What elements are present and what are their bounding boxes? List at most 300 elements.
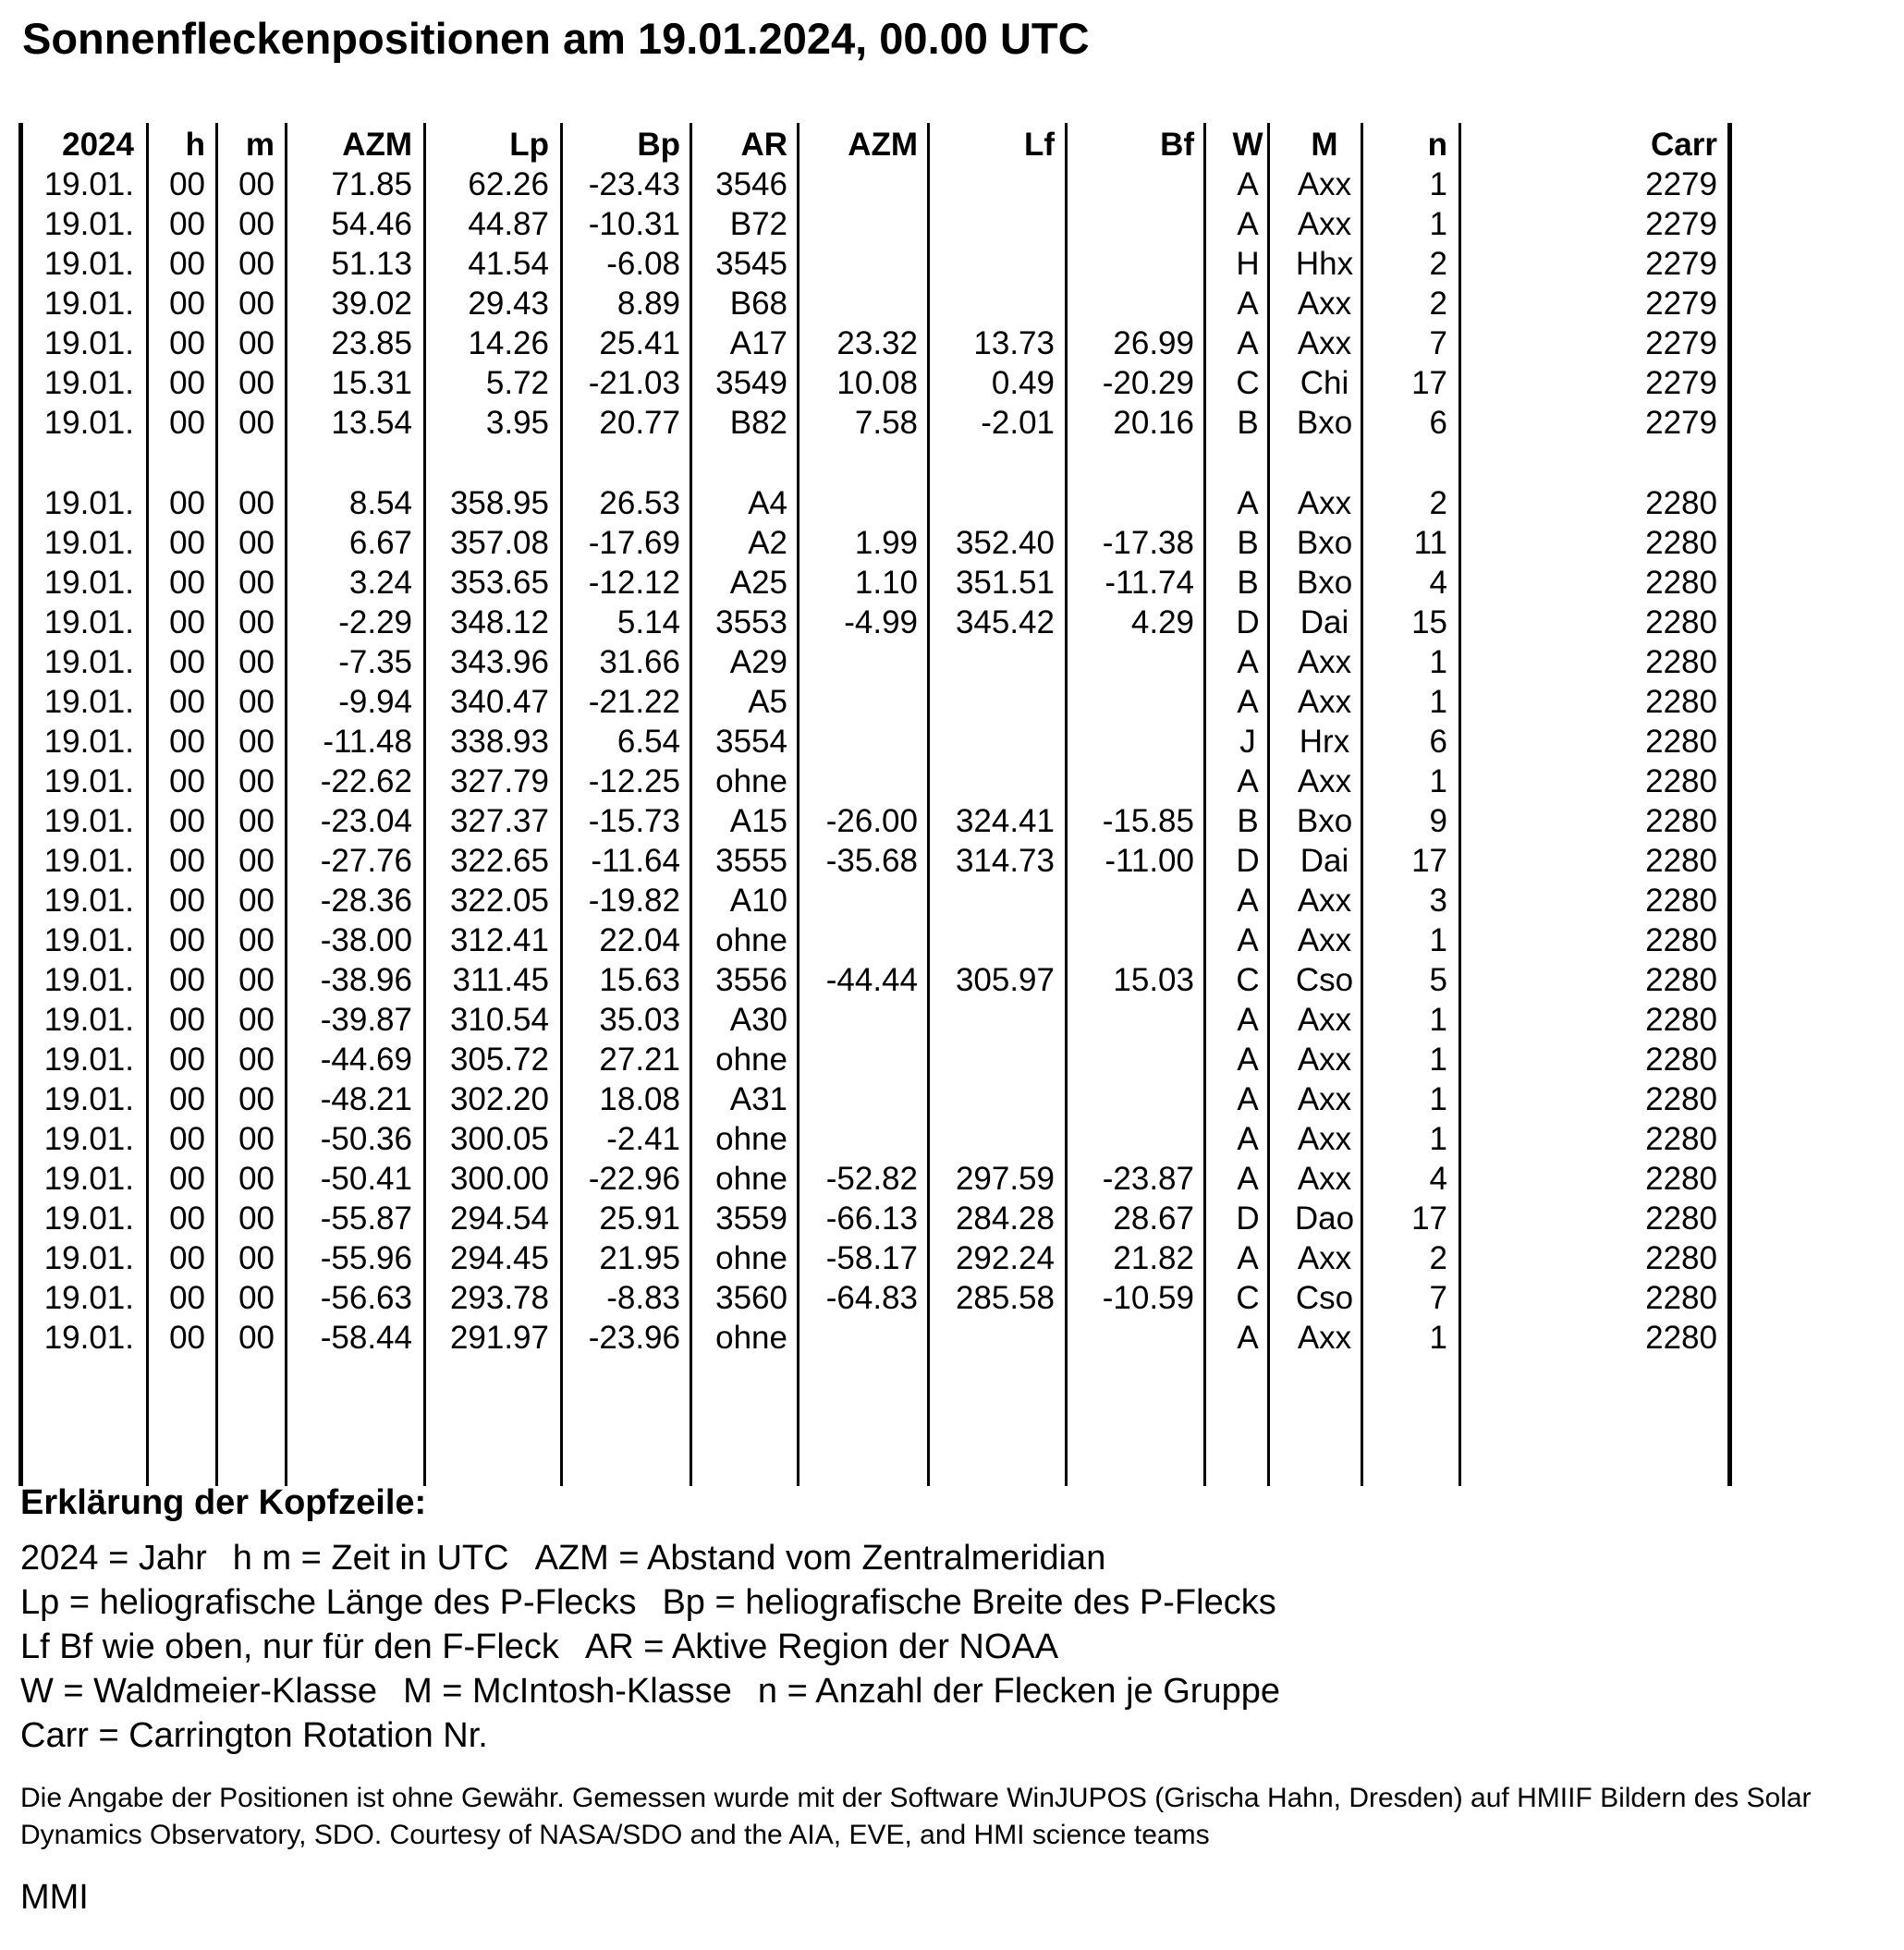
cell-date: 19.01. <box>43 1161 134 1197</box>
cell-azm-p: -11.48 <box>323 724 412 760</box>
cell-n: 7 <box>1429 1280 1447 1316</box>
cell-m: Axx <box>1297 644 1352 680</box>
cell-n: 1 <box>1429 922 1447 958</box>
cell-lf: 285.58 <box>955 1280 1055 1316</box>
table-row <box>0 284 1904 323</box>
cell-ar: A30 <box>729 1002 787 1038</box>
cell-m: Axx <box>1297 922 1352 958</box>
cell-bp: 22.04 <box>599 922 680 958</box>
cell-lp: 343.96 <box>449 644 549 680</box>
cell-minute: 00 <box>238 325 275 361</box>
cell-ar: 3559 <box>715 1200 787 1237</box>
cell-minute: 00 <box>238 644 275 680</box>
legend-line <box>20 1536 1878 1580</box>
header-azm-f: AZM <box>848 127 918 163</box>
cell-hour: 00 <box>169 1081 205 1117</box>
cell-bf: -15.85 <box>1102 803 1194 839</box>
cell-minute: 00 <box>238 684 275 720</box>
legend-line <box>20 1713 1878 1758</box>
cell-ar: A15 <box>729 803 787 839</box>
cell-hour: 00 <box>169 286 205 322</box>
cell-bf: 15.03 <box>1113 962 1194 998</box>
cell-minute: 00 <box>238 565 275 601</box>
cell-bp: 8.89 <box>616 286 680 322</box>
cell-carr: 2280 <box>1645 604 1717 640</box>
cell-bp: 31.66 <box>599 644 680 680</box>
cell-w: D <box>1236 843 1260 879</box>
table-row <box>0 920 1904 960</box>
cell-w: B <box>1237 803 1259 839</box>
cell-ar: 3555 <box>715 843 787 879</box>
cell-hour: 00 <box>169 166 205 202</box>
table-row <box>0 960 1904 1000</box>
cell-m: Cso <box>1295 1280 1354 1316</box>
cell-ar: A10 <box>729 883 787 919</box>
cell-date: 19.01. <box>43 166 134 202</box>
cell-w: A <box>1237 1320 1259 1356</box>
cell-azm-f: -58.17 <box>825 1240 918 1276</box>
cell-m: Axx <box>1297 763 1352 799</box>
cell-lp: 312.41 <box>449 922 549 958</box>
cell-ar: 3554 <box>715 724 787 760</box>
cell-lp: 3.95 <box>485 405 549 441</box>
cell-n: 1 <box>1429 206 1447 242</box>
cell-n: 1 <box>1429 1002 1447 1038</box>
cell-azm-p: -58.44 <box>320 1320 412 1356</box>
cell-lf: -2.01 <box>981 405 1055 441</box>
table-row <box>0 881 1904 920</box>
cell-azm-f: -26.00 <box>825 803 918 839</box>
cell-lf: 305.97 <box>955 962 1055 998</box>
cell-hour: 00 <box>169 1042 205 1078</box>
cell-carr: 2280 <box>1645 525 1717 561</box>
cell-minute: 00 <box>238 365 275 401</box>
cell-hour: 00 <box>169 1121 205 1157</box>
cell-date: 19.01. <box>43 922 134 958</box>
cell-bf: 28.67 <box>1113 1200 1194 1237</box>
cell-azm-f: -35.68 <box>825 843 918 879</box>
cell-minute: 00 <box>238 166 275 202</box>
cell-date: 19.01. <box>43 684 134 720</box>
cell-w: C <box>1236 962 1260 998</box>
cell-ar: A4 <box>748 485 787 521</box>
cell-ar: 3560 <box>715 1280 787 1316</box>
cell-minute: 00 <box>238 1280 275 1316</box>
legend-item: 2024 = Jahr <box>20 1539 207 1578</box>
cell-azm-p: -9.94 <box>338 684 412 720</box>
cell-ar: B68 <box>729 286 787 322</box>
legend-item: h m = Zeit in UTC <box>232 1539 509 1578</box>
cell-bp: 5.14 <box>616 604 680 640</box>
cell-minute: 00 <box>238 1002 275 1038</box>
header-lp: Lp <box>509 127 549 163</box>
header-minute: m <box>245 127 275 163</box>
header-lf: Lf <box>1023 127 1055 163</box>
cell-bp: 35.03 <box>599 1002 680 1038</box>
legend-item: Bp = heliografische Breite des P-Flecks <box>662 1583 1276 1622</box>
cell-carr: 2279 <box>1645 246 1717 282</box>
cell-azm-p: -44.69 <box>320 1042 412 1078</box>
cell-azm-p: 6.67 <box>348 525 412 561</box>
legend-lines <box>20 1536 1878 1758</box>
cell-lp: 322.05 <box>449 883 549 919</box>
header-m: M <box>1311 127 1338 163</box>
cell-date: 19.01. <box>43 843 134 879</box>
table-row <box>0 244 1904 284</box>
table-row <box>0 363 1904 403</box>
cell-w: A <box>1237 1002 1259 1038</box>
cell-lp: 310.54 <box>449 1002 549 1038</box>
cell-azm-f: 10.08 <box>836 365 918 401</box>
cell-hour: 00 <box>169 246 205 282</box>
legend-item: AZM = Abstand vom Zentralmeridian <box>534 1539 1106 1578</box>
legend <box>20 1483 1878 1918</box>
cell-bp: -15.73 <box>588 803 680 839</box>
cell-m: Bxo <box>1296 405 1353 441</box>
cell-w: A <box>1237 1161 1259 1197</box>
cell-azm-p: -27.76 <box>320 843 412 879</box>
cell-carr: 2280 <box>1645 644 1717 680</box>
legend-item: W = Waldmeier-Klasse <box>20 1672 378 1711</box>
cell-n: 1 <box>1429 1320 1447 1356</box>
cell-hour: 00 <box>169 1200 205 1237</box>
cell-date: 19.01. <box>43 246 134 282</box>
cell-m: Axx <box>1297 1240 1352 1276</box>
cell-lp: 311.45 <box>452 962 549 998</box>
cell-m: Axx <box>1297 1121 1352 1157</box>
cell-n: 1 <box>1429 684 1447 720</box>
cell-m: Axx <box>1297 166 1352 202</box>
cell-bp: 27.21 <box>599 1042 680 1078</box>
cell-date: 19.01. <box>43 1081 134 1117</box>
cell-azm-f: -66.13 <box>825 1200 918 1237</box>
cell-carr: 2279 <box>1645 166 1717 202</box>
cell-n: 17 <box>1411 365 1447 401</box>
header-hour: h <box>185 127 205 163</box>
cell-date: 19.01. <box>43 724 134 760</box>
cell-azm-f: 1.10 <box>854 565 918 601</box>
cell-minute: 00 <box>238 286 275 322</box>
cell-azm-p: -28.36 <box>320 883 412 919</box>
cell-minute: 00 <box>238 1240 275 1276</box>
cell-lp: 305.72 <box>449 1042 549 1078</box>
cell-bp: 25.41 <box>599 325 680 361</box>
table-row <box>0 801 1904 841</box>
cell-lp: 357.08 <box>449 525 549 561</box>
legend-item: M = McIntosh-Klasse <box>403 1672 732 1711</box>
cell-carr: 2280 <box>1645 485 1717 521</box>
cell-w: A <box>1237 1081 1259 1117</box>
legend-line <box>20 1580 1878 1625</box>
cell-hour: 00 <box>169 365 205 401</box>
cell-carr: 2280 <box>1645 724 1717 760</box>
legend-item: Carr = Carrington Rotation Nr. <box>20 1716 488 1755</box>
cell-n: 1 <box>1429 166 1447 202</box>
cell-ar: B72 <box>729 206 787 242</box>
cell-bf: -11.00 <box>1105 843 1194 879</box>
cell-hour: 00 <box>169 724 205 760</box>
cell-hour: 00 <box>169 604 205 640</box>
cell-lf: 352.40 <box>955 525 1055 561</box>
cell-azm-p: 23.85 <box>331 325 412 361</box>
cell-n: 1 <box>1429 1121 1447 1157</box>
cell-azm-p: 3.24 <box>348 565 412 601</box>
table-row <box>0 1278 1904 1318</box>
cell-bp: -12.12 <box>588 565 680 601</box>
cell-n: 1 <box>1429 1081 1447 1117</box>
cell-date: 19.01. <box>43 1320 134 1356</box>
cell-bp: -21.03 <box>588 365 680 401</box>
cell-n: 2 <box>1429 246 1447 282</box>
cell-minute: 00 <box>238 1200 275 1237</box>
cell-bp: -19.82 <box>588 883 680 919</box>
cell-hour: 00 <box>169 803 205 839</box>
cell-date: 19.01. <box>43 1121 134 1157</box>
cell-carr: 2280 <box>1645 1081 1717 1117</box>
cell-carr: 2279 <box>1645 286 1717 322</box>
cell-lp: 322.65 <box>449 843 549 879</box>
cell-m: Bxo <box>1296 525 1353 561</box>
cell-w: A <box>1237 883 1259 919</box>
cell-minute: 00 <box>238 1320 275 1356</box>
cell-hour: 00 <box>169 843 205 879</box>
cell-m: Axx <box>1297 1320 1352 1356</box>
cell-bp: -22.96 <box>588 1161 680 1197</box>
cell-lp: 294.45 <box>449 1240 549 1276</box>
table-row <box>0 1079 1904 1119</box>
table-row <box>0 1119 1904 1159</box>
cell-lp: 327.79 <box>449 763 549 799</box>
cell-ar: 3546 <box>715 166 787 202</box>
cell-lf: 292.24 <box>955 1240 1055 1276</box>
table-row <box>0 722 1904 762</box>
cell-m: Bxo <box>1296 565 1353 601</box>
cell-azm-f: -52.82 <box>825 1161 918 1197</box>
cell-w: C <box>1236 1280 1260 1316</box>
cell-carr: 2280 <box>1645 1280 1717 1316</box>
cell-azm-p: -7.35 <box>338 644 412 680</box>
cell-hour: 00 <box>169 644 205 680</box>
cell-m: Axx <box>1297 485 1352 521</box>
table-row <box>0 682 1904 722</box>
cell-n: 3 <box>1429 883 1447 919</box>
cell-bp: 20.77 <box>599 405 680 441</box>
cell-hour: 00 <box>169 1240 205 1276</box>
table-row <box>0 165 1904 204</box>
cell-w: D <box>1236 604 1260 640</box>
disclaimer: Die Angabe der Positionen ist ohne Gewähr. Gemessen wurde mit der Software WinJUPOS (Grischa Hahn, Dresden) auf HMIIF Bildern des Solar Dynamics Observatory, SDO. Courtesy of NASA/SDO and the AIA, EVE, and HMI science teams <box>20 1783 1812 1850</box>
cell-carr: 2279 <box>1645 365 1717 401</box>
cell-lp: 300.05 <box>449 1121 549 1157</box>
cell-lp: 302.20 <box>449 1081 549 1117</box>
cell-minute: 00 <box>238 883 275 919</box>
cell-carr: 2280 <box>1645 763 1717 799</box>
cell-date: 19.01. <box>43 525 134 561</box>
cell-lf: 324.41 <box>955 803 1055 839</box>
cell-azm-p: -23.04 <box>320 803 412 839</box>
cell-w: D <box>1236 1200 1260 1237</box>
cell-azm-p: -50.41 <box>320 1161 412 1197</box>
cell-hour: 00 <box>169 325 205 361</box>
cell-carr: 2280 <box>1645 1320 1717 1356</box>
cell-bf: 20.16 <box>1113 405 1194 441</box>
table-row <box>0 483 1904 523</box>
cell-bp: 18.08 <box>599 1081 680 1117</box>
cell-azm-p: 8.54 <box>348 485 412 521</box>
cell-minute: 00 <box>238 1042 275 1078</box>
table-row <box>0 841 1904 881</box>
cell-azm-p: 71.85 <box>331 166 412 202</box>
cell-bp: 25.91 <box>599 1200 680 1237</box>
cell-azm-p: -22.62 <box>320 763 412 799</box>
cell-ar: ohne <box>715 1240 787 1276</box>
cell-bp: 21.95 <box>599 1240 680 1276</box>
cell-hour: 00 <box>169 1002 205 1038</box>
cell-ar: 3553 <box>715 604 787 640</box>
cell-carr: 2280 <box>1645 922 1717 958</box>
cell-bp: -23.43 <box>588 166 680 202</box>
cell-bp: -21.22 <box>588 684 680 720</box>
cell-hour: 00 <box>169 1280 205 1316</box>
cell-w: B <box>1237 405 1259 441</box>
cell-n: 9 <box>1429 803 1447 839</box>
cell-bp: -10.31 <box>588 206 680 242</box>
cell-ar: A2 <box>748 525 787 561</box>
cell-ar: ohne <box>715 922 787 958</box>
legend-title: Erklärung der Kopfzeile: <box>20 1483 427 1522</box>
cell-carr: 2280 <box>1645 803 1717 839</box>
cell-minute: 00 <box>238 485 275 521</box>
cell-azm-p: -55.96 <box>320 1240 412 1276</box>
cell-date: 19.01. <box>43 763 134 799</box>
cell-w: A <box>1237 286 1259 322</box>
cell-azm-p: 13.54 <box>331 405 412 441</box>
cell-minute: 00 <box>238 1161 275 1197</box>
cell-lf: 13.73 <box>973 325 1055 361</box>
cell-hour: 00 <box>169 485 205 521</box>
cell-m: Chi <box>1300 365 1349 401</box>
cell-n: 1 <box>1429 763 1447 799</box>
cell-ar: A31 <box>729 1081 787 1117</box>
cell-azm-p: 51.13 <box>331 246 412 282</box>
cell-carr: 2279 <box>1645 325 1717 361</box>
cell-bf: -23.87 <box>1102 1161 1194 1197</box>
cell-w: A <box>1237 763 1259 799</box>
cell-hour: 00 <box>169 206 205 242</box>
table-row <box>0 762 1904 801</box>
cell-minute: 00 <box>238 405 275 441</box>
cell-date: 19.01. <box>43 1280 134 1316</box>
cell-bp: -8.83 <box>606 1280 680 1316</box>
cell-lp: 44.87 <box>468 206 549 242</box>
cell-m: Cso <box>1295 962 1354 998</box>
table-row <box>0 323 1904 363</box>
cell-lp: 62.26 <box>468 166 549 202</box>
legend-item: Lf Bf wie oben, nur für den F-Fleck <box>20 1627 559 1666</box>
cell-minute: 00 <box>238 1081 275 1117</box>
cell-n: 5 <box>1429 962 1447 998</box>
cell-n: 11 <box>1413 525 1447 561</box>
legend-line <box>20 1669 1878 1713</box>
cell-lf: 284.28 <box>955 1200 1055 1237</box>
cell-date: 19.01. <box>43 803 134 839</box>
table-row <box>0 1159 1904 1199</box>
cell-date: 19.01. <box>43 962 134 998</box>
cell-date: 19.01. <box>43 1200 134 1237</box>
table-row <box>0 523 1904 563</box>
cell-hour: 00 <box>169 922 205 958</box>
cell-lp: 348.12 <box>449 604 549 640</box>
cell-w: B <box>1237 525 1259 561</box>
cell-date: 19.01. <box>43 485 134 521</box>
cell-n: 4 <box>1429 1161 1447 1197</box>
legend-item: n = Anzahl der Flecken je Gruppe <box>757 1672 1280 1711</box>
cell-w: J <box>1239 724 1256 760</box>
cell-hour: 00 <box>169 1320 205 1356</box>
table-row <box>0 1040 1904 1079</box>
cell-bp: -6.08 <box>606 246 680 282</box>
cell-date: 19.01. <box>43 1240 134 1276</box>
cell-lf: 0.49 <box>991 365 1055 401</box>
legend-item: AR = Aktive Region der NOAA <box>584 1627 1059 1666</box>
cell-carr: 2279 <box>1645 206 1717 242</box>
cell-bf: 4.29 <box>1130 604 1194 640</box>
cell-w: A <box>1237 644 1259 680</box>
cell-n: 2 <box>1429 286 1447 322</box>
cell-hour: 00 <box>169 1161 205 1197</box>
cell-azm-p: -2.29 <box>338 604 412 640</box>
cell-bp: -23.96 <box>588 1320 680 1356</box>
header-azm-p: AZM <box>342 127 412 163</box>
cell-minute: 00 <box>238 1121 275 1157</box>
cell-w: C <box>1236 365 1260 401</box>
header-ar: AR <box>740 127 787 163</box>
cell-n: 4 <box>1429 565 1447 601</box>
cell-azm-p: -48.21 <box>320 1081 412 1117</box>
cell-bp: 26.53 <box>599 485 680 521</box>
cell-minute: 00 <box>238 763 275 799</box>
cell-bf: 26.99 <box>1113 325 1194 361</box>
cell-lp: 358.95 <box>449 485 549 521</box>
cell-lp: 353.65 <box>449 565 549 601</box>
cell-m: Dai <box>1300 843 1349 879</box>
cell-bf: -11.74 <box>1105 565 1194 601</box>
cell-bp: -11.64 <box>591 843 680 879</box>
cell-minute: 00 <box>238 525 275 561</box>
cell-w: A <box>1237 485 1259 521</box>
cell-azm-p: -50.36 <box>320 1121 412 1157</box>
cell-w: A <box>1237 166 1259 202</box>
cell-carr: 2280 <box>1645 1002 1717 1038</box>
cell-m: Axx <box>1297 684 1352 720</box>
table-row <box>0 563 1904 603</box>
header-bp: Bp <box>637 127 680 163</box>
cell-n: 17 <box>1411 843 1447 879</box>
cell-bf: -10.59 <box>1102 1280 1194 1316</box>
cell-hour: 00 <box>169 405 205 441</box>
cell-minute: 00 <box>238 246 275 282</box>
cell-n: 2 <box>1429 485 1447 521</box>
cell-lf: 314.73 <box>955 843 1055 879</box>
cell-w: A <box>1237 1042 1259 1078</box>
cell-n: 2 <box>1429 1240 1447 1276</box>
cell-w: A <box>1237 1240 1259 1276</box>
cell-lp: 5.72 <box>485 365 549 401</box>
cell-bp: -12.25 <box>588 763 680 799</box>
cell-w: A <box>1237 1121 1259 1157</box>
cell-azm-p: -38.00 <box>320 922 412 958</box>
header-w: W <box>1232 127 1263 163</box>
